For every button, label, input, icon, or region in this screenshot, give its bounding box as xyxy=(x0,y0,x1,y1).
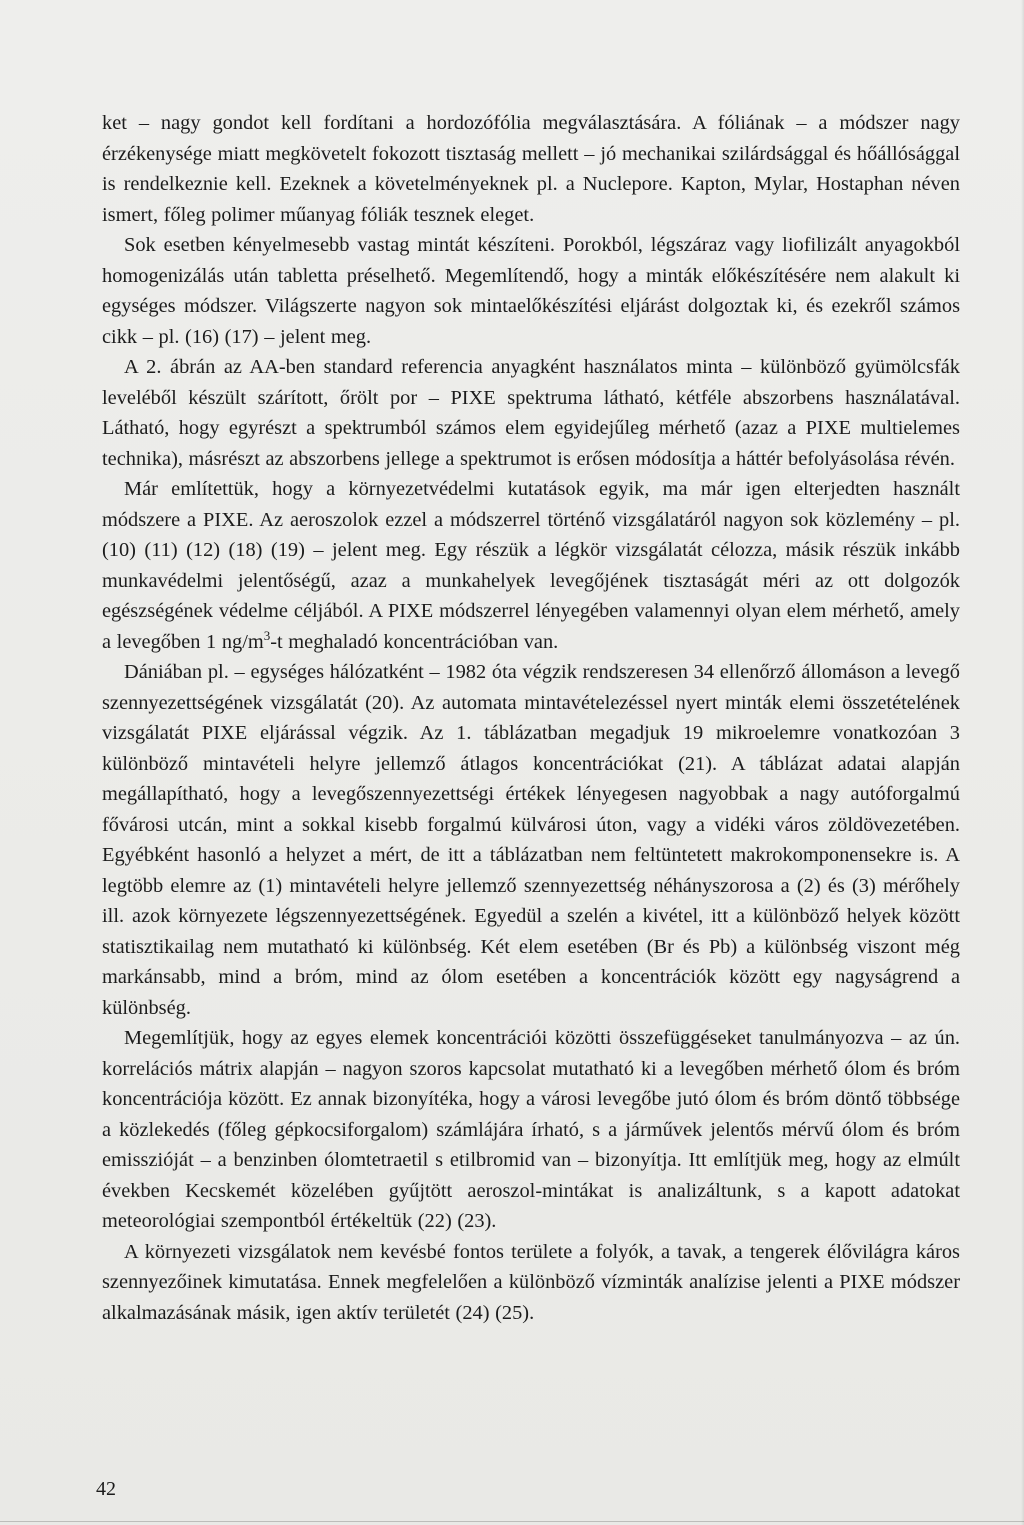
paragraph-1: ket – nagy gondot kell fordítani a hordozófólia megválasztására. A fóliának – a módszer nagy érzékenysége miatt megkövetelt fokozott tisztaság mellett – jó mechanikai szilárdsággal és hőállósággal is rendelkeznie kell. Ezeknek a követelményeknek pl. a Nuclepore. Kapton, Mylar, Hostaphan néven ismert, főleg polimer műanyag fóliák tesznek eleget. xyxy=(102,112,960,226)
paragraph-3: A 2. ábrán az AA-ben standard referencia anyagként használatos minta – különböző gyümölcsfák leveléből készült szárított, őrölt por – PIXE spektruma látható, kétféle abszorbens használatával. Látható, hogy egyrészt a spektrumból számos elem egyidejűleg mérhető (azaz a PIXE multielemes technika), másrészt az abszorbens jellege a spektrumot is erősen módosítja a háttér befolyásolása révén. xyxy=(102,356,960,470)
body-text xyxy=(102,108,960,1328)
paragraph-4-text-a: Már említettük, hogy a környezetvédelmi kutatások egyik, ma már igen elterjedten használt módszere a PIXE. Az aeroszolok ezzel a módszerrel történő vizsgálatáról nagyon sok közlemény – pl. (10) (11) (12) (18) (19) – jelent meg. Egy részük a légkör vizsgálatát célozza, másik részük inkább munkavédelmi jelentőségű, azaz a munkahelyek levegőjének tisztaságát méri az ott dolgozók egészségének védelme céljából. A PIXE módszerrel lényegében valamennyi olyan elem mérhető, amely a levegőben 1 ng/m xyxy=(102,478,960,653)
page-number: 42 xyxy=(96,1478,116,1500)
paragraph-6: Megemlítjük, hogy az egyes elemek koncentrációi közötti összefüggéseket tanulmányozva – az ún. korrelációs mátrix alapján – nagyon szoros kapcsolat mutatható ki a levegőben mérhető ólom és bróm koncentrációja között. Ez annak bizonyítéka, hogy a városi levegőbe jutó ólom és bróm döntő többsége a közlekedés (főleg gépkocsiforgalom) számlájára írható, s a járművek jelentős mérvű ólom és bróm emisszióját – a benzinben ólomtetraetil s etilbromid van – bizonyítja. Itt említjük meg, hogy az elmúlt években Kecskemét közelében gyűjtött aeroszol-mintákat is analizáltunk, s a kapott adatokat meteorológiai szempontból értékeltük (22) (23). xyxy=(102,1027,960,1232)
paragraph-4 xyxy=(102,474,960,657)
paragraph-5: Dániában pl. – egységes hálózatként – 1982 óta végzik rendszeresen 34 ellenőrző állomáson a levegő szennyezettségének vizsgálatát (20). Az automata mintavételezéssel nyert minták elemi összetételének vizsgálatát PIXE eljárással végzik. Az 1. táblázatban megadjuk 19 mikroelemre vonatkozóan 3 különböző mintavételi helyre jellemző átlagos koncentrációkat (21). A táblázat adatai alapján megállapítható, hogy a levegőszennyezettségi értékek lényegesen nagyobbak a nagy autóforgalmú fővárosi utcán, mint a sokkal kisebb forgalmú külvárosi úton, vagy a vidéki város zöldövezetében. Egyébként hasonló a helyzet a mért, de itt a táblázatban nem feltüntetett makrokomponensekre is. A legtöbb elemre az (1) mintavételi helyre jellemző szennyezettség néhányszorosa a (2) és (3) mérőhely ill. azok környezete légszennyezettségének. Egyedül a szelén a kivétel, itt a különböző helyek között statisztikailag nem mutatható ki különbség. Két elem esetében (Br és Pb) a különbség viszont még markánsabb, mind a bróm, mind az ólom esetében a koncentrációk között egy nagyságrend a különbség. xyxy=(102,661,960,1019)
paragraph-4-text-b: -t meghaladó koncentrációban van. xyxy=(270,630,559,653)
paragraph-7: A környezeti vizsgálatok nem kevésbé fontos területe a folyók, a tavak, a tengerek élővilágra káros szennyezőinek kimutatása. Ennek megfelelően a különböző vízminták analízise jelenti a PIXE módszer alkalmazásának másik, igen aktív területét (24) (25). xyxy=(102,1240,960,1324)
superscript-3: 3 xyxy=(263,627,271,643)
bottom-rule xyxy=(0,1521,1024,1522)
paragraph-2: Sok esetben kényelmesebb vastag mintát készíteni. Porokból, légszáraz vagy liofilizált anyagokból homogenizálás után tabletta préselhető. Megemlítendő, hogy a minták előkészítésére nem alakult ki egységes módszer. Világszerte nagyon sok mintaelőkészítési eljárást dolgoztak ki, és ezekről számos cikk – pl. (16) (17) – jelent meg. xyxy=(102,234,960,348)
